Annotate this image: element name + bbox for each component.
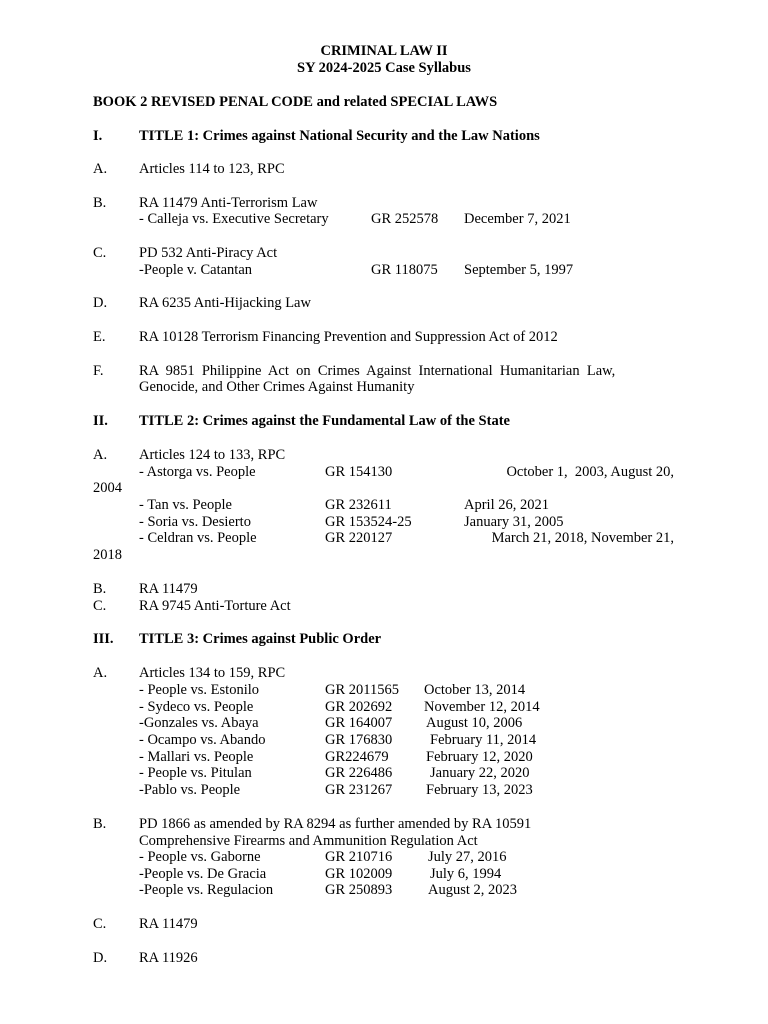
case-date: August 2, 2023 [428,882,518,898]
item-letter: B. [93,195,107,211]
item-letter: C. [93,916,107,932]
title-heading: TITLE 3: Crimes against Public Order [139,631,382,647]
item-text: RA 9745 Anti-Torture Act [139,598,291,614]
case-date: December 7, 2021 [464,211,571,227]
case-date: April 26, 2021 [464,497,549,513]
case-date: March 21, 2018, November 21, [491,530,674,546]
item-letter: B. [93,816,107,832]
item-letter: D. [93,295,108,311]
case-gr-number: GR 154130 [325,464,393,480]
case-name: - Calleja vs. Executive Secretary [139,211,329,227]
case-date: January 31, 2005 [464,514,564,530]
case-gr-number: GR 102009 [325,866,393,882]
item-letter: A. [93,447,108,463]
item-text: RA 9851 Philippine Act on Crimes Against International Humanitarian Law, [139,363,616,379]
item-text: RA 11479 Anti-Terrorism Law [139,195,318,211]
item-text: PD 1866 as amended by RA 8294 as further amended by RA 10591 [139,816,532,832]
item-text: RA 11479 [139,581,198,597]
case-gr-number: GR 226486 [325,765,393,781]
case-name: -People vs. Regulacion [139,882,274,898]
case-gr-number: GR 210716 [325,849,393,865]
case-gr-number: GR224679 [325,749,389,765]
case-gr-number: GR 176830 [325,732,393,748]
document-subtitle: SY 2024-2025 Case Syllabus [297,60,471,76]
case-gr-number: GR 232611 [325,497,392,513]
item-letter: A. [93,161,108,177]
item-text: RA 11926 [139,950,198,966]
case-date: February 11, 2014 [430,732,537,748]
case-gr-number: GR 250893 [325,882,393,898]
case-name: - Astorga vs. People [139,464,256,480]
title-heading: TITLE 1: Crimes against National Security and the Law Nations [139,128,540,144]
case-gr-number: GR 2011565 [325,682,399,698]
case-date: September 5, 1997 [464,262,574,278]
item-text: Articles 124 to 133, RPC [139,447,286,463]
case-date-wrap: 2004 [93,480,122,496]
case-name: - People vs. Pitulan [139,765,252,781]
case-date: October 1, 2003, August 20, [506,464,674,480]
item-text: RA 10128 Terrorism Financing Prevention and Suppression Act of 2012 [139,329,558,345]
item-text: PD 532 Anti-Piracy Act [139,245,278,261]
title-number: I. [93,128,103,144]
item-text: Articles 134 to 159, RPC [139,665,286,681]
title-number: II. [93,413,108,429]
case-date: February 12, 2020 [426,749,533,765]
document-title: CRIMINAL LAW II [320,43,448,59]
item-letter: B. [93,581,107,597]
item-text: RA 6235 Anti-Hijacking Law [139,295,311,311]
case-name: - Mallari vs. People [139,749,254,765]
case-date-wrap: 2018 [93,547,122,563]
title-number: III. [93,631,114,647]
item-letter: C. [93,598,107,614]
item-letter: A. [93,665,108,681]
item-letter: F. [93,363,104,379]
item-text: Articles 114 to 123, RPC [139,161,285,177]
case-name: -Pablo vs. People [139,782,241,798]
item-text-continued: Genocide, and Other Crimes Against Humanity [139,379,415,395]
case-gr-number: GR 231267 [325,782,393,798]
item-letter: E. [93,329,106,345]
case-date: July 6, 1994 [430,866,502,882]
title-heading: TITLE 2: Crimes against the Fundamental Law of the State [139,413,510,429]
item-text: RA 11479 [139,916,198,932]
case-gr-number: GR 118075 [371,262,438,278]
case-name: - Soria vs. Desierto [139,514,251,530]
item-letter: C. [93,245,107,261]
case-gr-number: GR 220127 [325,530,393,546]
case-name: - Sydeco vs. People [139,699,254,715]
case-name: - Ocampo vs. Abando [139,732,266,748]
case-gr-number: GR 164007 [325,715,393,731]
case-date: July 27, 2016 [428,849,507,865]
case-date: January 22, 2020 [430,765,530,781]
case-date: November 12, 2014 [424,699,540,715]
book-heading: BOOK 2 REVISED PENAL CODE and related SPECIAL LAWS [93,94,498,110]
case-name: - Tan vs. People [139,497,232,513]
case-name: -People vs. De Gracia [139,866,267,882]
case-name: - People vs. Gaborne [139,849,261,865]
case-name: - Celdran vs. People [139,530,257,546]
case-gr-number: GR 202692 [325,699,393,715]
case-gr-number: GR 252578 [371,211,439,227]
case-gr-number: GR 153524-25 [325,514,412,530]
item-letter: D. [93,950,108,966]
case-date: February 13, 2023 [426,782,533,798]
item-text-continued: Comprehensive Firearms and Ammunition Regulation Act [139,833,478,849]
case-name: -Gonzales vs. Abaya [139,715,259,731]
case-date: October 13, 2014 [424,682,526,698]
case-name: - People vs. Estonilo [139,682,260,698]
case-name: -People v. Catantan [139,262,253,278]
case-date: August 10, 2006 [426,715,523,731]
